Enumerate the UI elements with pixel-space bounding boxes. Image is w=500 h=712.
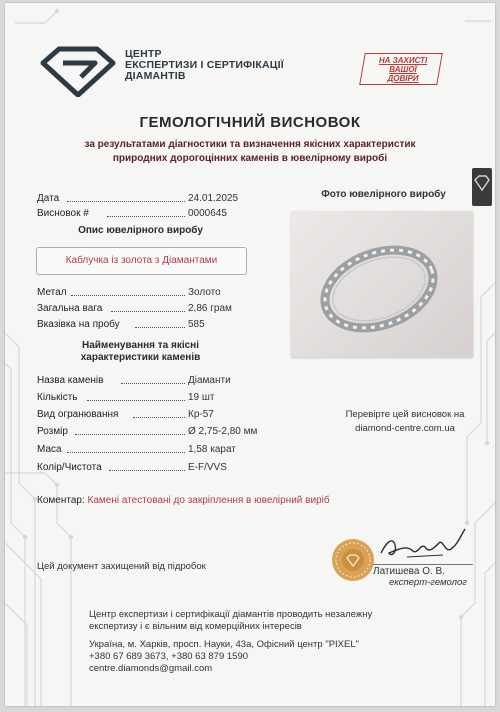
dot-leader (133, 417, 185, 418)
field-value: 1,58 карат (188, 444, 236, 455)
field-label: Вид огранювання (37, 409, 119, 420)
stones-heading (36, 340, 245, 364)
brand-line-3: ДІАМАНТІВ (125, 70, 186, 82)
trust-stamp (362, 53, 444, 87)
signatory-role: експерт-гемолог (389, 577, 467, 588)
footer-email[interactable]: centre.diamonds@gmail.com (89, 663, 213, 674)
brand-name (125, 49, 284, 82)
subtitle-line-2: природних дорогоцінних каменів в ювелірному виробі (112, 153, 388, 164)
field-value: 2,86 грам (188, 303, 232, 314)
field-label: Вказівка на пробу (37, 319, 120, 330)
field-label: Кількість (37, 392, 78, 403)
field-label: Метал (37, 287, 67, 298)
stones-heading-line-1: Найменування та якісні (82, 340, 199, 351)
field-label: Висновок # (37, 208, 89, 219)
field-value: Діаманти (188, 375, 231, 386)
jewelry-photo (291, 211, 473, 357)
signatory-name: Латишева О. В. (373, 564, 473, 577)
field-value: 19 шт (188, 392, 215, 403)
stamp-line-1: НА ЗАХИСТІ (378, 56, 428, 65)
field-value: 0000645 (188, 208, 227, 219)
certificate-page (5, 3, 495, 706)
dot-leader (135, 327, 185, 328)
dot-leader (111, 311, 185, 312)
field-value: Ø 2,75-2,80 мм (188, 426, 258, 437)
verify-note (325, 408, 485, 436)
description-text: Каблучка із золота з Діамантами (65, 255, 218, 266)
dot-leader (87, 400, 185, 401)
footer-statement (89, 609, 372, 633)
dot-leader (107, 216, 185, 217)
footer-phones: +380 67 689 3673, +380 63 879 1590 (89, 651, 249, 662)
field-label: Маса (37, 444, 62, 455)
brand-line-2: ЕКСПЕРТИЗИ І СЕРТИФІКАЦІЇ (125, 59, 284, 71)
dot-leader (67, 201, 185, 202)
verify-link[interactable]: diamond-centre.com.ua (355, 423, 455, 434)
field-label: Дата (37, 193, 60, 204)
description-heading: Опис ювелірного виробу (78, 225, 203, 236)
footer-line-2: експертизу і є вільним від комерційних інтересів (89, 621, 302, 632)
stamp-line-2: ВАШОЇ (389, 65, 417, 74)
stones-heading-line-2: характеристики каменів (80, 352, 201, 363)
dot-leader (67, 452, 185, 453)
field-label: Назва каменів (37, 375, 104, 386)
hologram-seal-icon (472, 168, 492, 206)
field-value: E-F/VVS (188, 462, 227, 473)
document-title: ГЕМОЛОГІЧНИЙ ВИСНОВОК (139, 114, 361, 131)
gold-seal-icon (330, 537, 376, 583)
footer-line-1: Центр експертизи і сертифікації діамантів проводить незалежну (89, 609, 373, 620)
brand-line-1: ЦЕНТР (125, 48, 162, 60)
comment (37, 495, 330, 506)
subtitle-line-1: за результатами діагностики та визначення якісних характеристик (84, 139, 416, 150)
description-box (36, 247, 247, 275)
field-value: 585 (188, 319, 205, 330)
dot-leader (71, 295, 185, 296)
field-value: Золото (188, 287, 221, 298)
field-value: 24.01.2025 (188, 193, 239, 204)
comment-label: Коментар: (37, 495, 85, 506)
verify-line-1: Перевірте цей висновок на (345, 409, 465, 420)
footer-contacts (89, 639, 359, 675)
signature-icon (373, 523, 473, 563)
footer-address: Україна, м. Харків, просп. Науки, 43а, Офісний центр "PIXEL" (89, 639, 360, 650)
dot-leader (109, 470, 185, 471)
field-value: Кр-57 (188, 409, 214, 420)
dot-leader (75, 434, 185, 435)
diamond-logo-icon (37, 45, 119, 97)
photo-label: Фото ювелірного виробу (321, 189, 446, 200)
field-label: Колір/Чистота (37, 462, 102, 473)
protection-note: Цей документ захищений від підробок (37, 561, 206, 572)
document-subtitle (35, 138, 465, 166)
comment-text: Камені атестовані до закріплення в ювелірний виріб (87, 495, 330, 506)
field-label: Загальна вага (37, 303, 103, 314)
dot-leader (121, 383, 185, 384)
stamp-line-3: ДОВІРИ (387, 74, 419, 83)
field-label: Розмір (37, 426, 68, 437)
